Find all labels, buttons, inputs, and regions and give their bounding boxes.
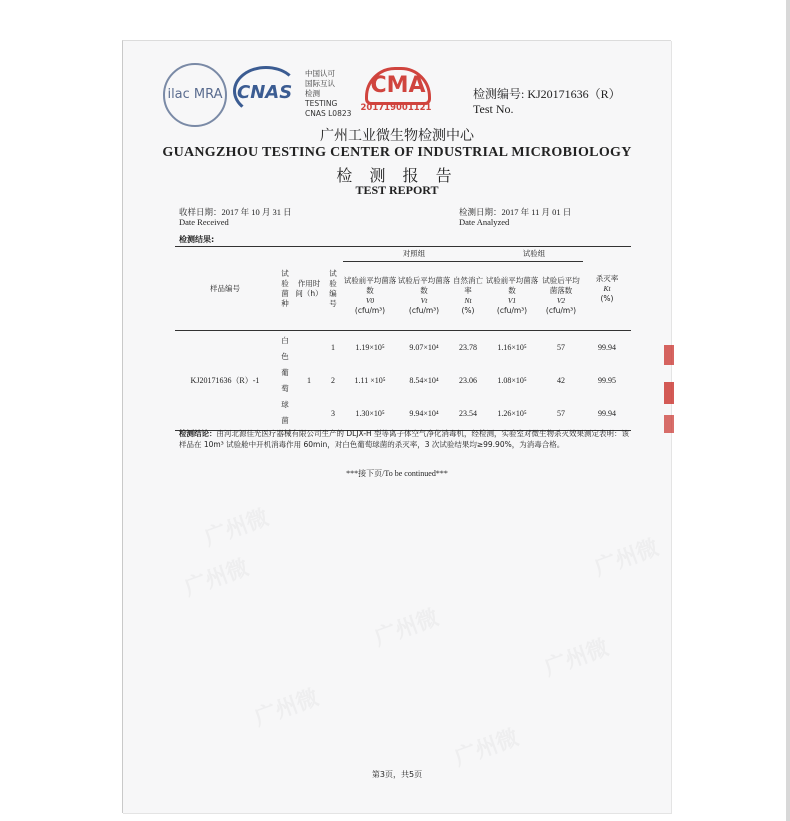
cnas-line: 检测 bbox=[305, 89, 320, 98]
col-kt-unit: (%) bbox=[600, 293, 614, 303]
date-received-cn: 收样日期：2017 年 10 月 31 日 bbox=[179, 207, 292, 217]
row-v2: 57 bbox=[557, 343, 565, 352]
test-no-value: KJ20171636（R） bbox=[527, 87, 621, 101]
col-vt bbox=[397, 262, 451, 331]
col-organism: 试验菌种 bbox=[275, 247, 295, 331]
row-v0: 1.11 ×10⁵ bbox=[354, 376, 386, 385]
sample-id: KJ20171636（R）-1 bbox=[175, 331, 275, 431]
watermark: 广州微 bbox=[541, 635, 612, 682]
col-v0 bbox=[343, 262, 397, 331]
scan-edge bbox=[786, 0, 790, 821]
col-time: 作用时间（h） bbox=[295, 247, 323, 331]
col-v2 bbox=[539, 262, 583, 331]
date-analyzed bbox=[459, 207, 571, 227]
col-sample: 样品编号 bbox=[175, 247, 275, 331]
row-vt: 8.54×10⁴ bbox=[409, 376, 439, 385]
date-received-en: Date Received bbox=[179, 217, 229, 227]
row-v1: 1.08×10⁵ bbox=[497, 376, 527, 385]
row-nt: 23.78 bbox=[459, 343, 477, 352]
col-v2-symbol: V2 bbox=[556, 296, 566, 305]
test-no-label: 检测编号: bbox=[473, 87, 525, 101]
col-nt bbox=[451, 262, 485, 331]
cma-logo bbox=[359, 67, 433, 115]
seal-fragment bbox=[664, 415, 674, 433]
table-row bbox=[175, 331, 631, 365]
row-no: 2 bbox=[331, 376, 335, 385]
row-vt: 9.07×10⁴ bbox=[409, 343, 439, 352]
watermark: 广州微 bbox=[201, 505, 272, 552]
row-v0: 1.30×10⁵ bbox=[343, 397, 397, 431]
cnas-line: TESTING bbox=[305, 99, 338, 108]
row-v1: 1.26×10⁵ bbox=[485, 397, 539, 431]
col-v0-unit: (cfu/m³) bbox=[354, 306, 386, 315]
date-analyzed-en: Date Analyzed bbox=[459, 217, 510, 227]
cnas-line: 中国认可 bbox=[305, 69, 335, 78]
cnas-logo-text: CNAS bbox=[237, 82, 293, 103]
seal-fragment bbox=[664, 345, 674, 365]
row-nt: 23.06 bbox=[459, 376, 477, 385]
col-v0-label: 试验前平均菌落数 bbox=[343, 276, 397, 295]
organism: 白色葡萄球菌 bbox=[275, 331, 295, 431]
col-v2-unit: (cfu/m³) bbox=[545, 306, 577, 315]
row-kt: 99.94 bbox=[583, 397, 631, 431]
col-nt-unit: (%) bbox=[461, 306, 475, 315]
col-kt-symbol: Kt bbox=[603, 283, 611, 293]
center-title-en: GUANGZHOU TESTING CENTER OF INDUSTRIAL MICROBIOLOGY bbox=[162, 145, 632, 160]
conclusion bbox=[179, 428, 635, 450]
row-v1: 1.16×10⁵ bbox=[497, 343, 527, 352]
col-kt-label: 杀灭率 bbox=[595, 273, 619, 283]
col-nt-symbol: Nt bbox=[464, 296, 472, 305]
center-title-cn: 广州工业微生物检测中心 bbox=[320, 128, 474, 144]
test-number-block bbox=[473, 87, 621, 117]
cnas-line: CNAS L0823 bbox=[305, 109, 352, 118]
ilac-mra-logo: ilac MRA bbox=[163, 63, 227, 127]
report-title-en: TEST REPORT bbox=[355, 183, 439, 197]
row-nt: 23.54 bbox=[451, 397, 485, 431]
cnas-line: 国际互认 bbox=[305, 79, 335, 88]
col-vt-symbol: Vt bbox=[420, 296, 428, 305]
col-kt bbox=[583, 247, 631, 331]
report-page bbox=[122, 40, 671, 813]
col-v1-label: 试验前平均菌落数 bbox=[485, 276, 539, 295]
row-no: 1 bbox=[331, 343, 335, 352]
watermark: 广州微 bbox=[591, 535, 662, 582]
row-v0: 1.19×10⁵ bbox=[355, 343, 385, 352]
watermark: 广州微 bbox=[251, 685, 322, 732]
group-test: 试验组 bbox=[485, 247, 583, 262]
col-vt-label: 试验后平均菌落数 bbox=[397, 276, 451, 295]
cnas-logo bbox=[233, 66, 295, 112]
col-nt-label: 自然消亡率 bbox=[453, 276, 483, 295]
test-no-label-en: Test No. bbox=[473, 102, 514, 116]
date-analyzed-cn: 检测日期：2017 年 11 月 01 日 bbox=[459, 207, 572, 217]
conclusion-label: 检测结论： bbox=[179, 429, 217, 438]
watermark: 广州微 bbox=[181, 555, 252, 602]
results-table bbox=[175, 246, 631, 431]
results-label: 检测结果: bbox=[179, 235, 215, 244]
row-vt: 9.94×10⁴ bbox=[397, 397, 451, 431]
report-title-cn: 检 测 报 告 bbox=[336, 166, 458, 185]
watermark: 广州微 bbox=[371, 605, 442, 652]
page-number: 第3页，共5页 bbox=[371, 770, 423, 779]
row-v2: 42 bbox=[557, 376, 565, 385]
group-control: 对照组 bbox=[343, 247, 485, 262]
conclusion-text: 由河北源佳光医疗器械有限公司生产的 DLJX-H 型等离子体空气净化消毒机，经检测，实验室对微生物杀灭效果测定表明：该样品在 10m³ 试验舱中开机消毒作用 60min，对白色葡萄球菌的杀灭率，3 次试验结果均≥99.90%，为消毒合格。 bbox=[179, 429, 630, 449]
col-vt-unit: (cfu/m³) bbox=[408, 306, 440, 315]
col-v1-unit: (cfu/m³) bbox=[496, 306, 528, 315]
row-kt: 99.94 bbox=[598, 343, 616, 352]
time-value: 1 bbox=[295, 331, 323, 431]
col-v1 bbox=[485, 262, 539, 331]
cma-number: 201719001121 bbox=[360, 103, 432, 113]
watermark: 广州微 bbox=[451, 725, 522, 772]
cnas-accreditation-text bbox=[305, 69, 351, 119]
col-v1-symbol: V1 bbox=[507, 296, 517, 305]
seal-fragment bbox=[664, 382, 674, 404]
col-v0-symbol: V0 bbox=[365, 296, 375, 305]
date-received bbox=[179, 207, 292, 227]
row-v2: 57 bbox=[539, 397, 583, 431]
col-v2-label: 试验后平均菌落数 bbox=[542, 276, 580, 295]
continued-note: ***接下页/To be continued*** bbox=[346, 469, 448, 478]
row-no: 3 bbox=[323, 397, 343, 431]
col-testno: 试验编号 bbox=[323, 247, 343, 331]
row-kt: 99.95 bbox=[598, 376, 616, 385]
cma-logo-text: CMA bbox=[365, 67, 431, 105]
